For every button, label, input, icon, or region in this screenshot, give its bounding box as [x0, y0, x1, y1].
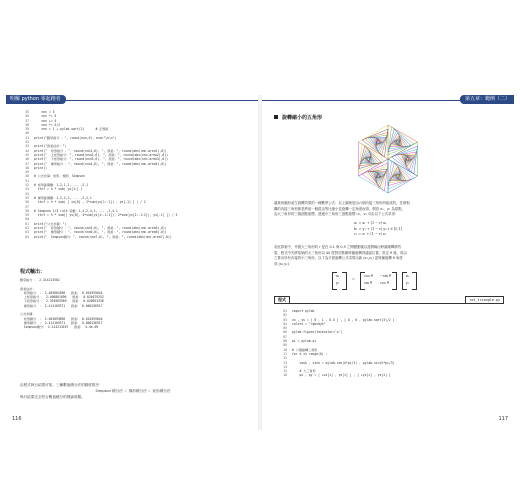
output-line: 矩形格分 ： 2.405861896 誤差： 0.010359044: [20, 290, 103, 295]
line-number: 11: [283, 351, 287, 356]
right-header-tab: 第五章：範例（二）: [460, 95, 514, 104]
matrix-cell: cos θ: [364, 274, 373, 278]
code-line: [278, 373, 506, 377]
right-paragraph-2: [274, 245, 504, 267]
matrix-cell: y₂: [336, 281, 340, 285]
line-number: 03: [283, 317, 287, 322]
code-text: print("誤差估計："): [34, 144, 67, 149]
line-number: 40: [25, 131, 29, 136]
paragraph-line: 鄰的內接三角形都是將前一個經由等比縮小並旋轉一定角度而得，假設 x₁、y₁ 為原點，: [274, 206, 405, 211]
right-page: [262, 95, 514, 430]
output-line: 矩形積分 ： 2.403093896 誤差： 0.010359044: [20, 316, 103, 321]
left-page: [6, 95, 258, 430]
code-text: colors = "rgbcmyk": [292, 321, 326, 326]
line-number: 59: [25, 213, 29, 218]
code-text: print(" 梯形積分 ：", round(nnn6,6), ", 誤差：", round(abs(nnn-area6),6)): [34, 230, 167, 235]
line-number: 41: [25, 135, 29, 140]
matrix-cell: x₁: [406, 274, 410, 278]
paragraph-line: 若此算案中，考慮大三角形的 r 是在 0.1 與 0.9 之間變動後以連貫輸出時圖案轉移效: [274, 245, 402, 249]
line-number: 49: [25, 170, 29, 175]
line-number: 01: [283, 309, 287, 313]
paragraph-line: Simpson 積分法 ＜ 梯形積分法 ＜ 矩形積分法: [95, 389, 171, 393]
formula-block: [354, 221, 402, 238]
left-header-tab: 明解 python 零起跑者: [6, 95, 66, 104]
output-line: 誤差估計：: [20, 286, 36, 291]
code-text: pylab.figure(facecolor='w'): [292, 330, 343, 335]
line-number: 55: [25, 195, 29, 200]
output-block: [20, 278, 250, 330]
output-line: 數學格分 ： 2.414213562: [20, 278, 60, 282]
paragraph-line: 執行結果完全符合數值積分的理論預期。: [20, 395, 85, 399]
code-text: print(" 矩形積分 ：", round(nnn5,6), ", 誤差：", round(abs(nnn-area5),6)): [34, 226, 167, 231]
line-number: 12: [283, 356, 287, 361]
line-number: 60: [25, 217, 29, 222]
matrix-cell: −sin θ: [380, 274, 391, 278]
line-number: 07: [283, 334, 287, 339]
paragraph-line: 到 (x₂,y₂)：: [274, 261, 293, 266]
code-text: ttnf = h * sum( [ ys[0] , 2*sum(ys[1:-1]) , ys[-1] ] ) / 2: [34, 200, 146, 205]
line-number: 13: [283, 360, 287, 365]
code-text: print("數學格分 ：", round(nnn,6), end="\n\n"): [34, 135, 117, 140]
output-line: 上矩形格分 ： 2.406861896 誤差： 0.024079252: [20, 295, 104, 300]
formula-line: b₁ = y₁ + (1 − r) y₂ r ∈ [0,1]: [354, 226, 402, 231]
right-page-number: 117: [498, 416, 508, 422]
output-line: 下矩形格分 ： 2.393983969 誤差： 0.020053336: [20, 299, 104, 304]
code-text: for k in range(6) :: [292, 351, 328, 356]
code-text: cosk , sink = pylab.cos(k*pi/3) , pylab.sin(k*pi/3): [292, 360, 395, 365]
output-title: 程式輸出：: [20, 269, 46, 275]
right-header-rule: [262, 100, 464, 101]
line-number: 35: [25, 110, 29, 114]
program-filename: rot_triangle.py: [465, 296, 504, 304]
program-label: 程式: [274, 296, 290, 304]
code-text: nnn = 5: [34, 110, 55, 114]
line-number: 45: [25, 152, 29, 157]
code-text: px , py = [ +xs[i] , ys[i] ] , [ +ys[i] , ys[i] ]: [292, 373, 391, 378]
section-title-text: 旋轉縮小的五角形: [282, 115, 323, 121]
line-number: 61: [25, 221, 29, 226]
line-number: 06: [283, 330, 287, 335]
code-text: # 大三角形: [292, 369, 316, 374]
line-number: 50: [25, 174, 29, 179]
code-text: print("公式求積："): [34, 221, 67, 226]
line-number: 15: [283, 369, 287, 374]
line-number: 42: [25, 140, 29, 145]
code-text: print(" Simpson積分：", round(nnn7,6), ", 誤差：", round(abs(nnn-area7),6)): [34, 234, 172, 239]
right-code-listing: [278, 309, 506, 378]
matrix-cell: cos θ: [380, 281, 389, 285]
left-page-number: 116: [12, 416, 22, 422]
line-number: 37: [25, 118, 29, 123]
code-text: ttnf = h * sum( ys[1:] ): [34, 187, 83, 192]
line-number: 10: [283, 347, 287, 352]
line-number: 47: [25, 161, 29, 166]
code-text: # Simpson 1/3 rule 係數：1,4,2,4,2, ... ,2,4,1: [34, 208, 118, 213]
left-header: [6, 95, 258, 105]
line-number: 43: [25, 144, 29, 149]
matrix-cell: y₁: [406, 281, 410, 285]
code-text: nnn += 5: [34, 118, 57, 123]
code-text: xs , ys = [ 0 , 1 , 0.5 ] , [ 0 , 0 , pylab.sqrt(3)/2 ]: [292, 317, 395, 322]
matrix-bracket: [412, 272, 417, 290]
formula-line: c₁ = z₁ + (1 − r) z₂: [354, 232, 387, 237]
right-paragraph-1: [274, 201, 504, 218]
program-header: [274, 296, 504, 304]
line-number: 36: [25, 114, 29, 119]
line-number: 63: [25, 230, 29, 235]
code-text: import pylab: [292, 309, 315, 313]
left-paragraph: [20, 382, 246, 400]
code-text: nnn *= 5/2: [34, 122, 61, 127]
line-number: 56: [25, 200, 29, 205]
left-code-listing: [20, 110, 250, 239]
paragraph-line: 為大三角形的三個頂點座標，透過小三角形三頂點座標 u₁、v₁ 可由以下公式求得：: [274, 212, 399, 217]
line-number: 04: [283, 321, 287, 326]
line-number: 53: [25, 187, 29, 192]
line-number: 38: [25, 122, 29, 127]
right-header: [262, 95, 514, 105]
code-text: pi = pylab.pi: [292, 339, 317, 344]
matrix-equals: =: [352, 277, 355, 281]
line-number: 54: [25, 191, 29, 196]
section-title: [274, 114, 322, 121]
output-line: 梯形積分 ： 2.414169371 誤差： 0.000136917: [20, 320, 103, 325]
paragraph-line: 之算出所有內接的小三角形，以下為平面旋轉公式求算出新 (x₁,y₁) 逆時鐘旋轉 θ 角度: [274, 256, 403, 261]
output-line: Simpson積分： 2.414213167 誤差： 4.4e-09: [20, 325, 99, 330]
line-number: 48: [25, 165, 29, 170]
line-number: 02: [283, 313, 287, 318]
line-number: 58: [25, 208, 29, 213]
line-number: 46: [25, 157, 29, 162]
line-number: 51: [25, 178, 29, 183]
section-square-icon: [274, 115, 278, 119]
code-line: [20, 235, 250, 239]
paragraph-line: 讓幾何圖形產生旋轉效果的一種數學公式：以上圖案是由六個內接三角形所組成的，任兩相: [274, 201, 410, 205]
matrix-cell: x₂: [336, 274, 340, 278]
code-text: print(" 矩形格分 ：", round(nnn1,6), ", 誤差：", round(abs(nnn-area1),6)): [34, 148, 167, 153]
code-text: nnn *= 5: [34, 114, 57, 119]
formula-line: a₁ = x₁ + (1 − r) x₂: [354, 221, 387, 225]
rotating-triangles-figure: [350, 123, 426, 195]
line-number: 62: [25, 226, 29, 231]
matrix-bracket: [342, 272, 347, 290]
line-number: 57: [25, 204, 29, 209]
line-number: 64: [25, 234, 29, 239]
matrix-bracket: [392, 272, 397, 290]
code-text: # 矩形區間數：1,2,1,2, ... ,2,1: [34, 183, 88, 188]
code-text: print(" 上矩形格分：", round(nnn2,6), ", 誤差：", round(abs(nnn-area2),6)): [34, 152, 169, 157]
rotation-matrix: [332, 272, 442, 290]
line-number: 09: [283, 343, 287, 348]
code-text: nnn = 1 + pylab.sqrt(2) # 正規版: [34, 127, 109, 132]
line-number: 44: [25, 148, 29, 153]
paragraph-line: 由程式執行結果可知，三種數值積分法的精度排序：: [20, 383, 103, 387]
output-line: 梯形格分 ： 2.414169371 誤差： 0.000136917: [20, 303, 103, 308]
left-header-rule: [66, 100, 258, 101]
line-number: 05: [283, 326, 287, 331]
output-line: 公式求積：: [20, 312, 36, 317]
line-number: 08: [283, 339, 287, 344]
code-text: # 公式計算：矩形、梯形、Simpson: [34, 174, 85, 179]
code-text: print(" 下矩形格分：", round(nnn3,6), ", 誤差：", round(abs(nnn-area3),6)): [34, 157, 169, 162]
code-text: print(): [34, 165, 48, 170]
line-number: 14: [283, 364, 287, 369]
line-number: 52: [25, 183, 29, 188]
matrix-cell: sin θ: [364, 281, 373, 285]
line-number: 39: [25, 127, 29, 132]
code-text: # 六個旋轉三角形: [292, 347, 318, 352]
line-number: 16: [283, 373, 287, 378]
paragraph-line: 果，程式中先將原始的大三角形以 40 度對於點順時鐘旋轉得適當位置，設定 θ 後，再由: [274, 250, 407, 255]
code-text: print(" 梯形格分 ：", round(nnn4,6), ", 誤差：", round(abs(nnn-area4),6)): [34, 161, 167, 166]
code-text: # 梯形區間數：1,2,2,2, ... ,2,2,1: [34, 195, 92, 200]
code-text: ttnf = h * sum([ ys[0], 4*sum(ys[1:-1:2]), 2*sum(ys[2:-1:2]), ys[-1] ]) / 3: [34, 213, 178, 218]
